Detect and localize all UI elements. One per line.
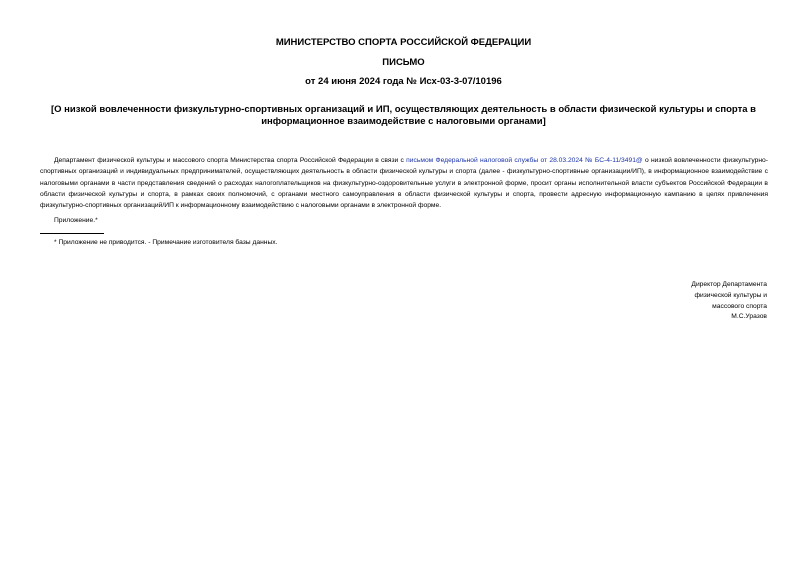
footnote-text: * Приложение не приводится. - Примечание изготовителя базы данных.: [54, 239, 278, 246]
body-paragraph: [40, 155, 768, 211]
signature-position-line3: массового спорта: [712, 302, 767, 310]
footnote-divider: [40, 233, 104, 234]
document-subject: [О низкой вовлеченности физкультурно-спортивных организаций и ИП, осуществляющих деятельность в области физической культуры и спорта в информационное взаимодействие с налоговыми органами]: [50, 104, 757, 127]
ministry-title: МИНИСТЕРСТВО СПОРТА РОССИЙСКОЙ ФЕДЕРАЦИИ: [275, 37, 532, 48]
document-date-number: от 24 июня 2024 года № Исх-03-3-07/10196: [305, 76, 502, 87]
signature-block: [691, 280, 767, 323]
body-text-before-link: Департамент физической культуры и массового спорта Министерства спорта Российской Федерации в связи с: [54, 157, 407, 164]
signature-position-line1: Директор Департамента: [691, 281, 767, 288]
document-type: ПИСЬМО: [382, 57, 425, 68]
signature-name: М.С.Уразов: [731, 313, 767, 321]
body-text-after-link: о низкой вовлеченности физкультурно-спортивных организаций и индивидуальных предпринимателей, осуществляющих деятельность в области физической культуры и спорта (далее - физкультурно-спортивные организации/ИП), в информационное взаимодействие с налоговыми органами в части представления сведений о расходах налогоплательщиков на физкультурно-оздоровительные услуги в электронной форме, просит органы исполнительной власти субъектов Российской Федерации в области физической культуры и спорта, в рамках своих полномочий, с органами местного самоуправления в области физической культуры и спорта, провести адресную информационную кампанию в целях привлечения физкультурно-спортивных организаций/ИП к информационному взаимодействию с налоговыми органами в электронной форме.: [40, 157, 768, 210]
appendix-label: Приложение.*: [54, 217, 98, 224]
fns-letter-link[interactable]: письмом Федеральной налоговой службы от 28.03.2024 № БС-4-11/3491@: [406, 157, 643, 164]
signature-position-line2: физической культуры и: [694, 291, 767, 299]
